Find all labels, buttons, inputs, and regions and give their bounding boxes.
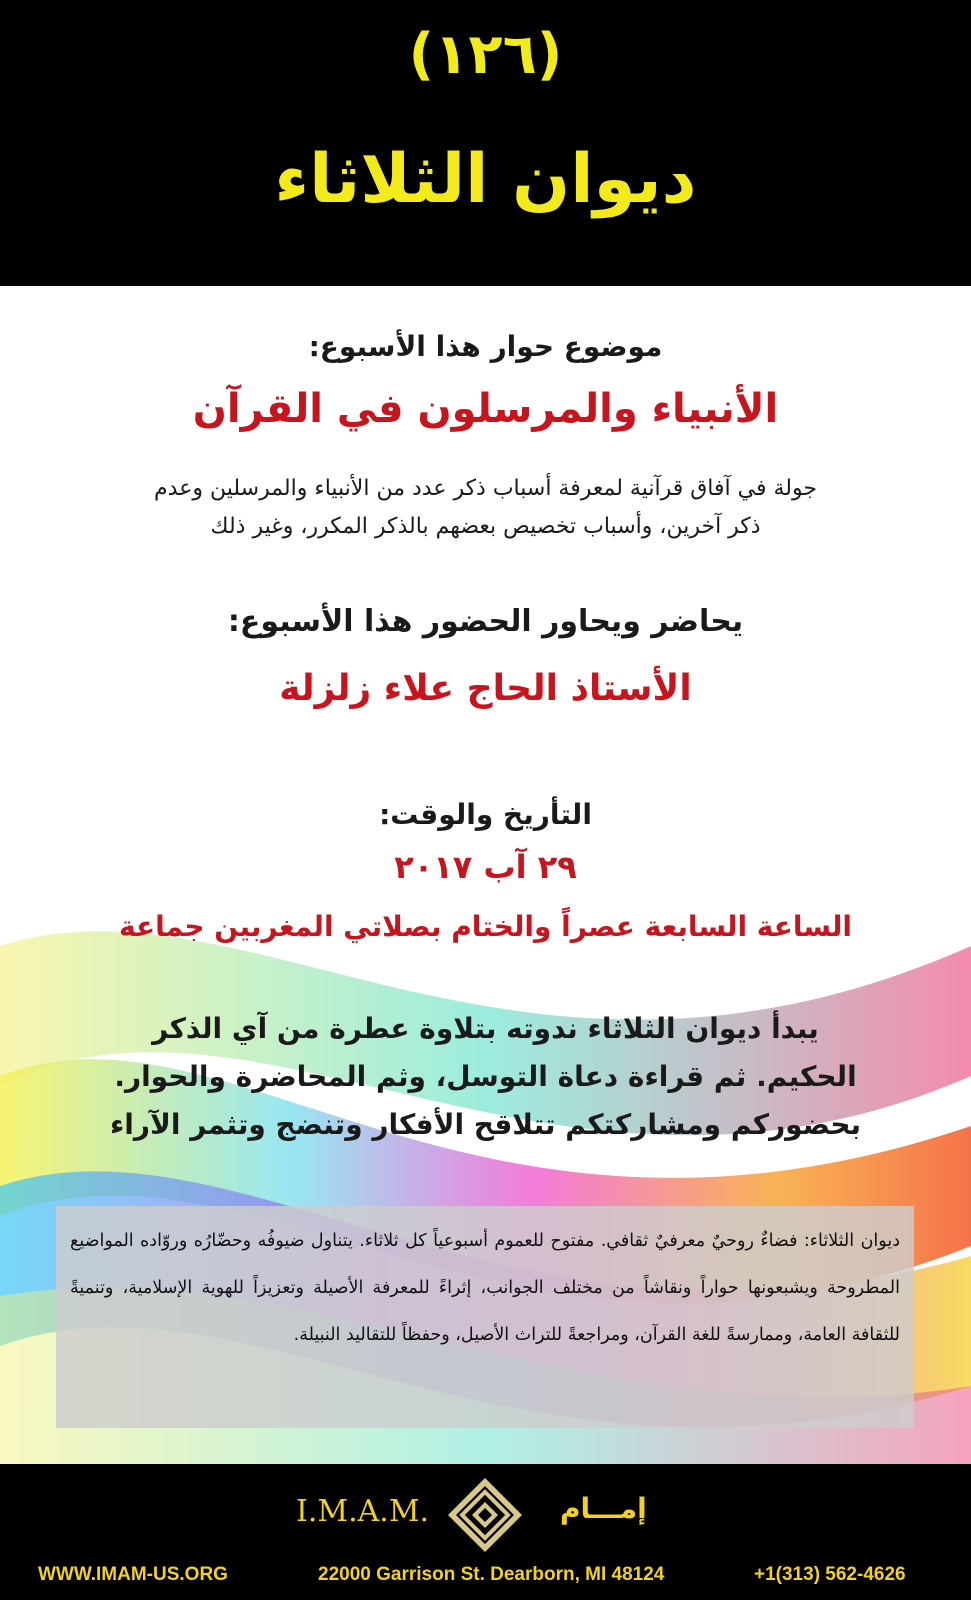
header-banner [0,0,971,286]
brand-title: ديوان الثلاثاء [274,140,697,219]
speaker-name: الأستاذ الحاج علاء زلزلة [279,668,692,709]
speaker-label: يحاضر ويحاور الحضور هذا الأسبوع: [227,604,744,639]
org-name-latin: I.M.A.M. [296,1494,430,1529]
about-text: ديوان الثلاثاء: فضاءٌ روحيٌ معرفيٌ ثقافي. مفتوح للعموم أسبوعياً كل ثلاثاء. يتناول ضيوفُه وحضّارُه وروّاده المواضيع المطروحة ويشبعونها حواراً ونقاشاً من مختلف الجوانب، إثراءً للمعرفة الأصيلة وتعزيزاً للهوية الإسلامية، وتنميةً للثقافة العامة، وممارسةً للغة القرآن، ومراجعةً للتراث الأصيل، وحفظاً للتقاليد النبيلة. [70,1231,900,1345]
topic-label: موضوع حوار هذا الأسبوع: [308,330,663,363]
flyer-body [0,286,971,1464]
imam-logo-icon [446,1476,524,1554]
schedule-date: ٢٩ آب ٢٠١٧ [394,848,577,886]
intro-line2: الحكيم. ثم قراءة دعاة التوسل، وثم المحاضرة والحوار. [114,1060,857,1093]
topic-description-line2: ذكر آخرين، وأسباب تخصيص بعضهم بالذكر المكرر، وغير ذلك [210,514,761,539]
footer-bar [0,1464,971,1600]
address-text: 22000 Garrison St. Dearborn, MI 48124 [318,1564,665,1585]
intro-line1: يبدأ ديوان الثلاثاء ندوته بتلاوة عطرة من آي الذكر [152,1012,819,1045]
issue-number: (١٢٦) [408,22,563,87]
about-box [56,1206,914,1428]
intro-line3: بحضوركم ومشاركتكم تتلاقح الأفكار وتنضج وتثمر الآراء [109,1108,862,1141]
org-name-arabic: إمـــام [560,1492,647,1525]
schedule-label: التأريخ والوقت: [379,798,592,831]
topic-description-line1: جولة في آفاق قرآنية لمعرفة أسباب ذكر عدد من الأنبياء والمرسلين وعدم [154,476,817,501]
schedule-time: الساعة السابعة عصراً والختام بصلاتي المغربين جماعة [118,910,853,943]
phone-number[interactable]: +1(313) 562-4626 [754,1564,906,1585]
website-link[interactable]: WWW.IMAM-US.ORG [38,1564,228,1585]
topic-title: الأنبياء والمرسلون في القرآن [192,386,779,432]
